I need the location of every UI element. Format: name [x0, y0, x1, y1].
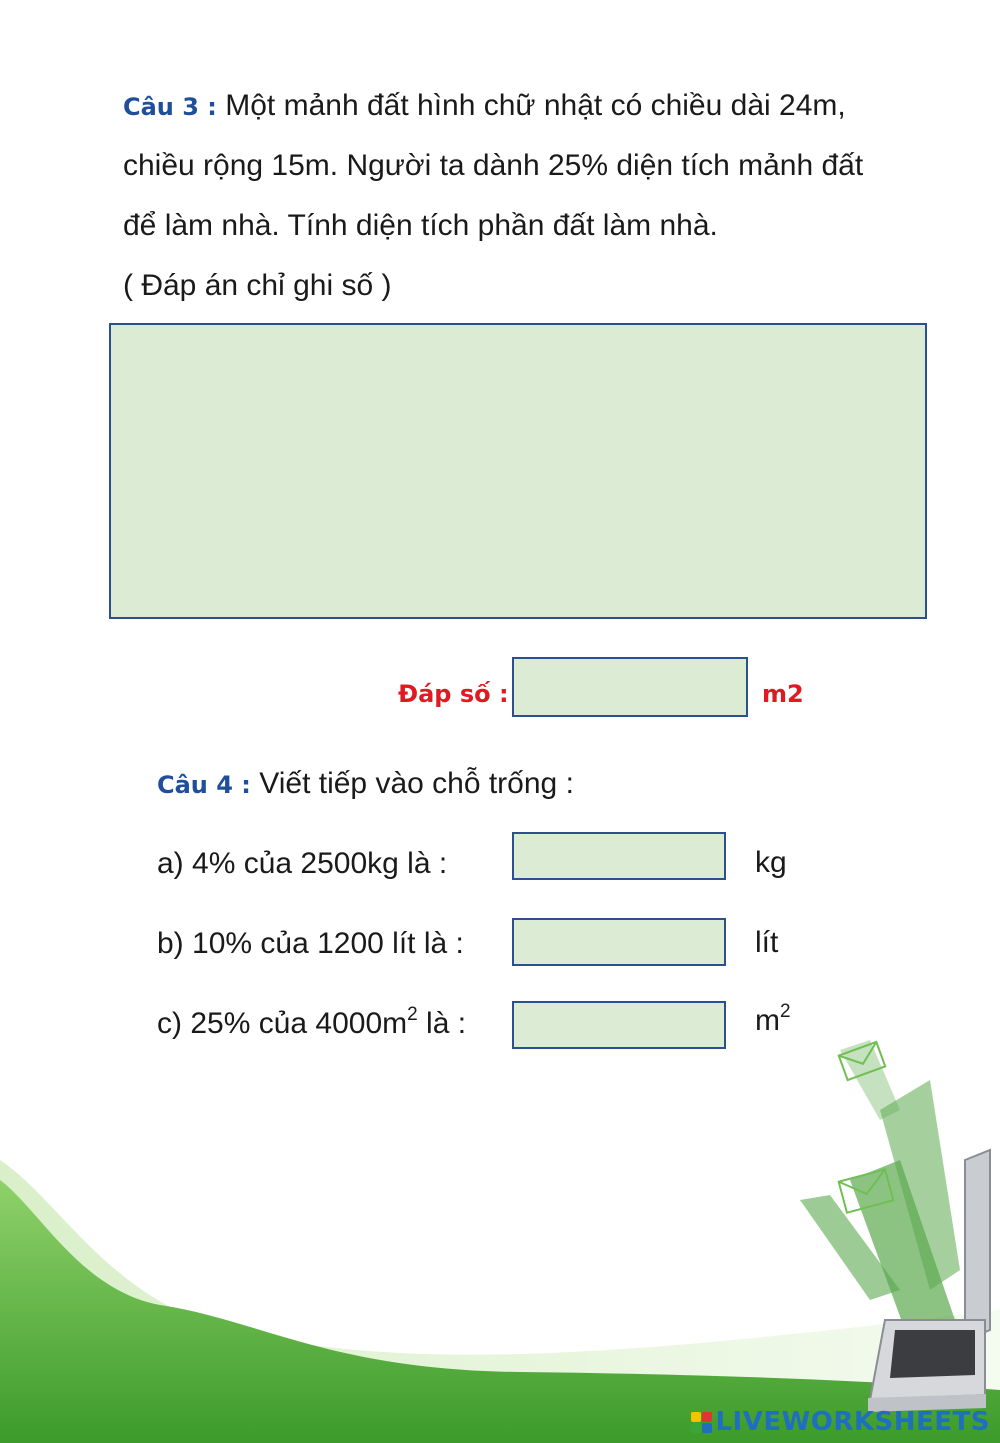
q3-text-line-2: chiều rộng 15m. Người ta dành 25% diện tích mảnh đất: [123, 149, 864, 182]
q3-line-1: [123, 86, 846, 127]
brand-name: LIVEWORKSHEETS: [715, 1407, 990, 1437]
q4-item-c-unit-sup: 2: [780, 1001, 791, 1022]
q3-answer-label: Đáp số :: [398, 680, 509, 708]
q4-item-c-input[interactable]: [512, 1001, 726, 1049]
q4-item-a-unit: kg: [755, 846, 787, 879]
q4-item-c-unit-base: m: [755, 1004, 780, 1037]
q4-item-c-superscript: 2: [407, 1004, 418, 1025]
q4-item-c-text-pre: c) 25% của 4000m: [157, 1007, 408, 1040]
liveworksheets-brand: [691, 1407, 990, 1437]
q3-text-line-1: Một mảnh đất hình chữ nhật có chiều dài 24m,: [225, 89, 846, 122]
q4-item-c-unit: [755, 1001, 791, 1038]
q3-text-line-3: để làm nhà. Tính diện tích phần đất làm nhà.: [123, 209, 718, 242]
q3-label: Câu 3 :: [123, 93, 217, 121]
q4-item-b-unit: lít: [755, 926, 779, 959]
q4-label: Câu 4 :: [157, 771, 251, 799]
q4-item-a-input[interactable]: [512, 832, 726, 880]
q4-header: [157, 764, 574, 805]
q3-answer-unit: m2: [762, 680, 804, 708]
q4-item-b-text: b) 10% của 1200 lít là :: [157, 927, 464, 960]
q4-item-a-text: a) 4% của 2500kg là :: [157, 847, 448, 880]
liveworksheets-logo-icon: [691, 1412, 712, 1433]
q4-item-c-text-post: là :: [417, 1007, 467, 1040]
q4-prompt: Viết tiếp vào chỗ trống :: [259, 767, 574, 800]
q4-item-c-text: [157, 1004, 466, 1044]
q3-work-area[interactable]: [109, 323, 927, 619]
q4-item-b-input[interactable]: [512, 918, 726, 966]
q3-answer-input[interactable]: [512, 657, 748, 717]
q3-text-line-4: ( Đáp án chỉ ghi số ): [123, 269, 392, 302]
